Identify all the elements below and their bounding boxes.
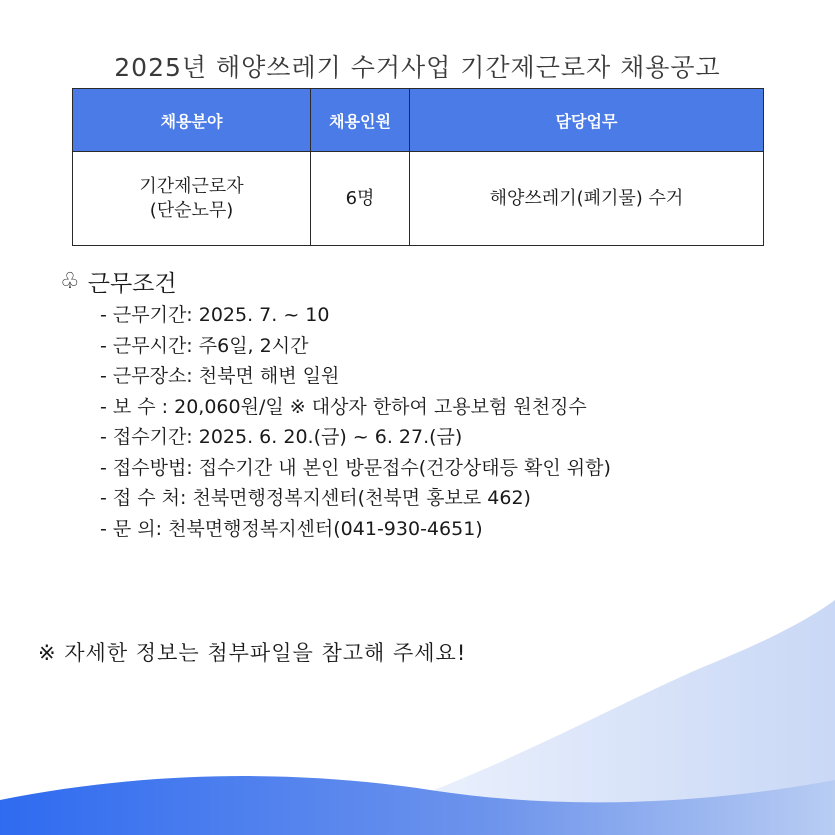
- table-row: [73, 152, 764, 246]
- section-heading: [60, 265, 177, 298]
- list-item: - 접수기간: 2025. 6. 20.(금) ~ 6. 27.(금): [100, 426, 463, 448]
- list-item: - 문 의: 천북면행정복지센터(041-930-4651): [100, 517, 483, 540]
- list-item: - 근무기간: 2025. 7. ~ 10: [100, 304, 330, 326]
- list-item: - 접 수 처: 천북면행정복지센터(천북면 홍보로 462): [100, 487, 531, 509]
- cell-field: [73, 152, 311, 246]
- attachment-note: ※ 자세한 정보는 첨부파일을 참고해 주세요!: [38, 641, 467, 665]
- cell-field-line1: 기간제근로자: [139, 175, 244, 197]
- cell-field-line2: (단순노무): [149, 199, 234, 221]
- cell-count: 6명: [311, 152, 410, 246]
- list-item: - 보 수 : 20,060원/일 ※ 대상자 한하여 고용보험 원천징수: [100, 395, 587, 418]
- page-title: 2025년 해양쓰레기 수거사업 기간제근로자 채용공고: [114, 53, 721, 82]
- header-field: 채용분야: [73, 89, 311, 152]
- header-count: 채용인원: [311, 89, 410, 152]
- table-header-row: [73, 89, 764, 152]
- list-item: - 근무시간: 주6일, 2시간: [100, 334, 309, 357]
- conditions-list: [100, 300, 611, 544]
- cell-duty: 해양쓰레기(폐기물) 수거: [410, 152, 764, 246]
- recruitment-table: [72, 88, 764, 246]
- list-item: - 접수방법: 접수기간 내 본인 방문접수(건강상태등 확인 위함): [100, 456, 611, 479]
- club-icon: ♧: [60, 269, 80, 294]
- header-duty: 담당업무: [410, 89, 764, 152]
- section-heading-text: 근무조건: [87, 271, 177, 297]
- list-item: - 근무장소: 천북면 해변 일원: [100, 365, 340, 387]
